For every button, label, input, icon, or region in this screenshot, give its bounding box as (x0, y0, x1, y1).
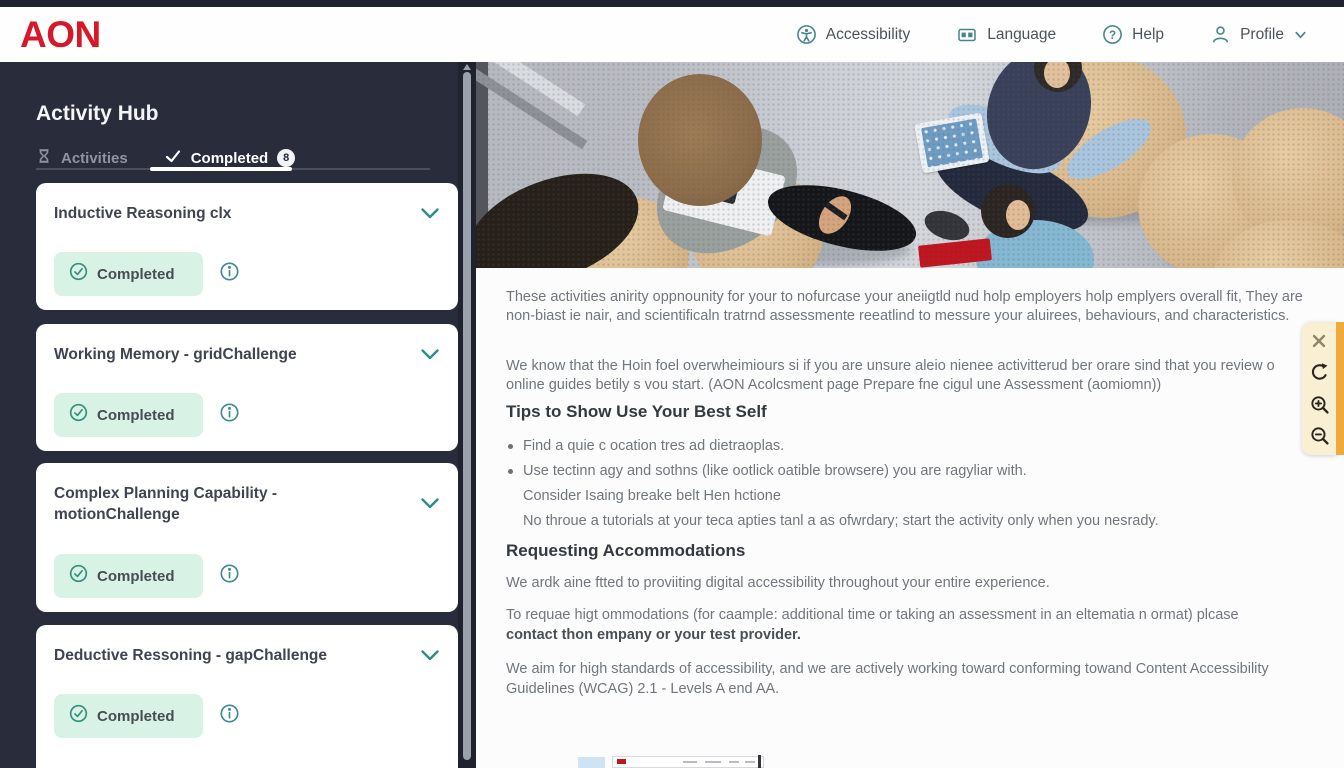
header-nav (796, 24, 1308, 45)
activity-card[interactable] (36, 324, 458, 451)
zoom-in-button[interactable] (1307, 392, 1331, 416)
nav-profile-label: Profile (1240, 25, 1284, 43)
stool (571, 197, 689, 268)
phone (695, 170, 740, 205)
person-man-vest (972, 62, 1107, 183)
list-item: Find a quie c ocation tres ad dietraoplas. (506, 434, 1306, 459)
svg-text:?: ? (1109, 29, 1117, 42)
tab-completed[interactable] (164, 148, 296, 169)
mini-text-line (705, 761, 721, 763)
status-label: Completed (97, 707, 175, 725)
check-circle-icon (69, 262, 88, 286)
accessibility-toolbar (1302, 322, 1336, 455)
photo-stripe (476, 65, 587, 150)
accessibility-toolbar-accent (1336, 322, 1344, 455)
person-man-sleeve (939, 91, 1071, 188)
reset-button[interactable] (1307, 361, 1331, 385)
tab-underline (36, 168, 430, 170)
completed-count-badge: 8 (277, 149, 295, 167)
mini-text-line (683, 761, 697, 763)
header (0, 7, 1344, 62)
aon-logo: AON (20, 14, 101, 55)
activity-title: Inductive Reasoning clx (54, 205, 232, 222)
page-title: Activity Hub (36, 102, 159, 125)
mini-cursor-bar (758, 755, 761, 768)
person-man-head (1034, 62, 1082, 92)
person-girl-face (1006, 200, 1030, 230)
stool (1232, 108, 1344, 246)
chevron-down-icon[interactable] (420, 497, 440, 515)
stool (691, 170, 823, 268)
info-icon[interactable] (219, 261, 240, 287)
list-item: Consider Isaing breake belt Hen hctione (523, 488, 781, 504)
red-laptop (918, 238, 992, 267)
check-icon (164, 148, 182, 169)
photo-shadow (1006, 194, 1191, 224)
top-strip (0, 0, 1344, 7)
zoom-out-button[interactable] (1307, 424, 1331, 448)
tablet (914, 112, 990, 173)
check-circle-icon (69, 403, 88, 427)
person-girl-head (981, 184, 1035, 238)
intro-paragraph: These activities anirity oppnounity for your to nofurcase your aneiigtld nud holp employers holp emplyers overall fit, They are non-biast ie nair, and scientificaln tratrnd assessmente reeatlind to messure your aluirees, behaviours, and characteristics. (506, 289, 1303, 324)
wcag-paragraph: We aim for high standards of accessibility, and we are actively working toward conforming towand Content Accessibility Guidelines (WCAG) 2.1 - Levels A end AA. (506, 661, 1269, 697)
commitment-paragraph: We ardk aine ftted to proviiting digital accessibility throughout your entire experience. (506, 575, 1050, 591)
chevron-down-icon (1293, 27, 1308, 42)
person-man-arm (1058, 107, 1160, 190)
person-man-legs (925, 129, 1099, 249)
nav-accessibility-label: Accessibility (825, 25, 911, 43)
tab-completed-label: Completed (190, 149, 269, 167)
person-woman-legs (761, 172, 922, 263)
info-icon[interactable] (219, 563, 240, 589)
hero-photo (476, 62, 1344, 268)
mini-text-line (745, 761, 755, 763)
accommodations-heading: Requesting Accommodations (506, 541, 746, 560)
list-item: No throue a tutorials at your teca apties tanl a as ofwrdary; start the activity only when you nesrady. (523, 513, 1159, 529)
accessibility-icon (796, 24, 817, 45)
nav-help[interactable] (1102, 24, 1164, 45)
close-button[interactable] (1307, 329, 1331, 353)
profile-icon (1210, 24, 1231, 45)
list-item: Use tectinn agy and sothns (like ootlick oatible browsere) you are ragyliar with. (506, 459, 1306, 484)
nav-language[interactable] (956, 25, 1056, 45)
person-woman-hair (638, 74, 762, 206)
mini-text-line (729, 761, 739, 763)
status-badge (54, 694, 203, 738)
tab-activities[interactable] (36, 148, 128, 169)
help-icon (1102, 24, 1123, 45)
status-badge (54, 393, 203, 437)
hourglass-icon (36, 148, 52, 169)
scrollbar-thumb[interactable] (463, 72, 471, 760)
request-paragraph-text: To requae higt ommodations (for caample: additional time or taking an assessment in an eltematia n ormat) plcase (506, 607, 1239, 623)
status-label: Completed (97, 406, 175, 424)
info-icon[interactable] (219, 703, 240, 729)
prepare-paragraph: We know that the Hoin foel overwheimiours si if you are unsure aleio nienee activitterud ber orare sind that you review o online guides betily s vou start. (AON Acolcsment page Prepare fne cigul une Assessment (aomiomn)) (506, 358, 1275, 393)
chevron-down-icon[interactable] (420, 348, 440, 366)
mini-page-preview[interactable] (612, 756, 764, 768)
laptop (662, 149, 786, 236)
activity-title: Complex Planning Capability - motionChallenge (54, 485, 278, 523)
status-label: Completed (97, 567, 175, 585)
person-girl-shirt (976, 220, 1094, 268)
mini-logo (617, 759, 626, 764)
check-circle-icon (69, 564, 88, 588)
tablet-screen (921, 118, 983, 167)
stool (1138, 134, 1286, 268)
photo-shadow (1166, 244, 1344, 268)
stool (1024, 62, 1186, 218)
nav-profile[interactable] (1210, 24, 1308, 45)
activity-hub-sidebar (0, 62, 458, 768)
activity-card[interactable] (36, 463, 458, 612)
mini-blue-square (578, 757, 605, 768)
person-man-shoe (921, 206, 973, 246)
tips-list (506, 434, 1306, 534)
status-label: Completed (97, 265, 175, 283)
person-afro (476, 153, 653, 268)
person-man-face (1044, 62, 1070, 88)
request-paragraph-bold: contact thon empany or your test provider. (506, 627, 801, 643)
tab-activities-label: Activities (61, 149, 128, 167)
tips-heading: Tips to Show Use Your Best Self (506, 402, 767, 421)
info-icon[interactable] (219, 402, 240, 428)
activity-title: Working Memory - gridChallenge (54, 346, 297, 363)
activity-card[interactable] (36, 183, 458, 310)
nav-help-label: Help (1132, 25, 1165, 43)
stool (1214, 220, 1344, 268)
nav-language-label: Language (987, 25, 1057, 43)
vertical-scrollbar[interactable] (458, 62, 476, 768)
chevron-down-icon[interactable] (420, 649, 440, 667)
active-tab-indicator (150, 167, 292, 171)
photo-stripe (476, 62, 585, 116)
status-badge (54, 252, 203, 296)
person-woman-body (633, 101, 822, 268)
person-woman-foot (812, 190, 857, 239)
check-circle-icon (69, 704, 88, 728)
activity-title: Deductive Ressoning - gapChallenge (54, 647, 328, 664)
request-paragraph (506, 605, 1312, 645)
status-badge (54, 554, 203, 598)
sandal-strap (824, 202, 847, 221)
photo-edge (476, 62, 488, 268)
nav-accessibility[interactable] (796, 24, 910, 45)
main-content (476, 62, 1344, 768)
scrollbar-arrow[interactable] (463, 64, 471, 70)
chevron-down-icon[interactable] (420, 207, 440, 225)
photo-shadow (726, 234, 911, 266)
activity-card[interactable] (36, 625, 458, 768)
language-icon (956, 25, 978, 45)
